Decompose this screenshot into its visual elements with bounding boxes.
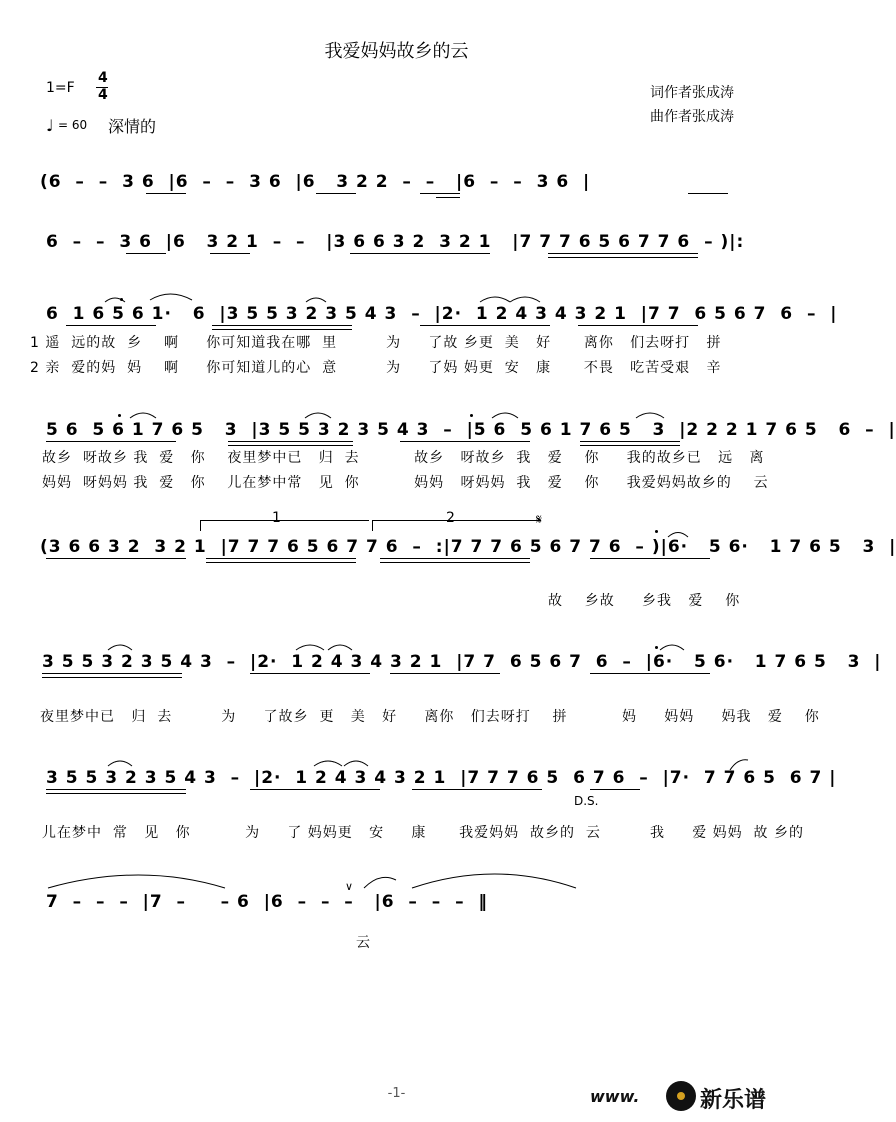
lyric-verse-1: 1 遥 远的故 乡 啊 你可知道我在哪 里 为 了故 乡更 美 好 离你 们去呀打 拼: [30, 335, 722, 351]
breath-mark-icon: ∨: [345, 880, 354, 893]
slur: [108, 645, 132, 650]
lyric-verse-1: 故乡 呀故乡 我 爱 你 夜里梦中已 归 去 故乡 呀故乡 我 爱 你 我的故乡已 远 离: [42, 450, 765, 466]
lyric-verse-2: 妈妈 呀妈妈 我 爱 你 儿在梦中常 见 你 妈妈 呀妈妈 我 爱 你 我爱妈妈故乡的 云: [42, 475, 769, 491]
score-system-5: (3 6 6 3 2 3 2 1 |7 7 7 6 5 6 7 7 6 – :|7 7 7 6 5 6 7 7 6 – )|6· 5 6· 1 7 6 5 3 |: [40, 537, 896, 557]
slur: [730, 760, 748, 770]
score-system-2: 6 – – 3 6 |6 3 2 1 – – |3 6 6 3 2 3 2 1 |7 7 7 6 5 6 7 7 6 – )|:: [46, 232, 745, 252]
lyric-verse-1: 云: [356, 935, 371, 951]
volta-number-1: 1: [272, 510, 281, 526]
slur: [480, 297, 510, 302]
slur: [364, 877, 396, 888]
score-system-6: 3 5 5 3 2 3 5 4 3 – |2· 1 2 4 3 4 3 2 1 |7 7 6 5 6 7 6 – |6· 5 6· 1 7 6 5 3 |: [42, 652, 882, 672]
dal-segno-marking: D.S.: [574, 794, 599, 808]
site-logo: [590, 1079, 790, 1119]
slur: [492, 413, 518, 418]
time-signature-numerator: 4: [98, 70, 108, 86]
composer-credit: 曲作者张成涛: [650, 109, 734, 125]
slur: [130, 413, 156, 418]
score-system-7: 3 5 5 3 2 3 5 4 3 – |2· 1 2 4 3 4 3 2 1 |7 7 7 6 5 6 7 6 – |7· 7 7 6 5 6 7 |: [46, 768, 837, 788]
logo-name: 新乐谱: [700, 1088, 767, 1113]
score-system-1: (6 – – 3 6 |6 – – 3 6 |6 3 2 2 – – |6 – – 3 6 |: [40, 172, 591, 192]
slur: [510, 297, 540, 302]
lyric-verse-1: 夜里梦中已 归 去 为 了故乡 更 美 好 离你 们去呀打 拼 妈 妈妈 妈我 爱 你: [40, 709, 820, 725]
slur: [296, 645, 324, 650]
slur: [108, 761, 132, 766]
page-title: 我爱妈妈故乡的云: [324, 41, 469, 62]
octave-dot: [655, 530, 658, 533]
score-system-3: 6 1 6 5 6 1· 6 |3 5 5 3 2 3 5 4 3 – |2· 1 2 4 3 4 3 2 1 |7 7 6 5 6 7 6 – |: [46, 304, 838, 324]
slur: [660, 645, 684, 650]
slur: [150, 294, 192, 300]
score-system-4: 5 6 5 6 1 7 6 5 3 |3 5 5 3 2 3 5 4 3 – |5 6 5 6 1 7 6 5 3 |2 2 2 1 7 6 5 6 – |: [46, 420, 896, 440]
time-signature-denominator: 4: [98, 87, 108, 103]
quarter-note-icon: ♩: [46, 116, 54, 135]
slur: [305, 413, 331, 418]
lyric-verse-1: 故 乡故 乡我 爱 你: [548, 593, 741, 609]
octave-dot: [470, 414, 473, 417]
slur: [668, 533, 688, 538]
lyric-verse-1: 儿在梦中 常 见 你 为 了 妈妈更 安 康 我爱妈妈 故乡的 云 我 爱 妈妈 故 乡的: [42, 825, 805, 841]
expression-marking: 深情的: [108, 117, 157, 136]
page-number: -1-: [387, 1086, 406, 1101]
slur: [344, 761, 368, 766]
slur: [412, 874, 576, 888]
lyric-verse-2: 2 亲 爱的妈 妈 啊 你可知道儿的心 意 为 了妈 妈更 安 康 不畏 吃苦受艰 辛: [30, 360, 722, 376]
segno-icon: 𝄋: [536, 512, 543, 528]
score-system-8: 7 – – – |7 – – 6 |6 – – – |6 – – – ‖: [46, 892, 488, 912]
volta-number-2: 2: [446, 510, 455, 526]
slur: [636, 413, 664, 418]
slur: [328, 645, 352, 650]
slur: [306, 298, 326, 302]
lyricist-credit: 词作者张成涛: [650, 85, 734, 101]
slur: [314, 761, 342, 766]
tempo-marking: = 60: [58, 118, 88, 132]
octave-dot: [118, 414, 121, 417]
logo-url: www.: [590, 1087, 640, 1106]
record-disc-icon: [666, 1081, 696, 1111]
slur: [48, 875, 225, 888]
key-signature: 1=F: [46, 80, 75, 96]
octave-dot: [655, 646, 658, 649]
octave-dot: [120, 298, 123, 301]
